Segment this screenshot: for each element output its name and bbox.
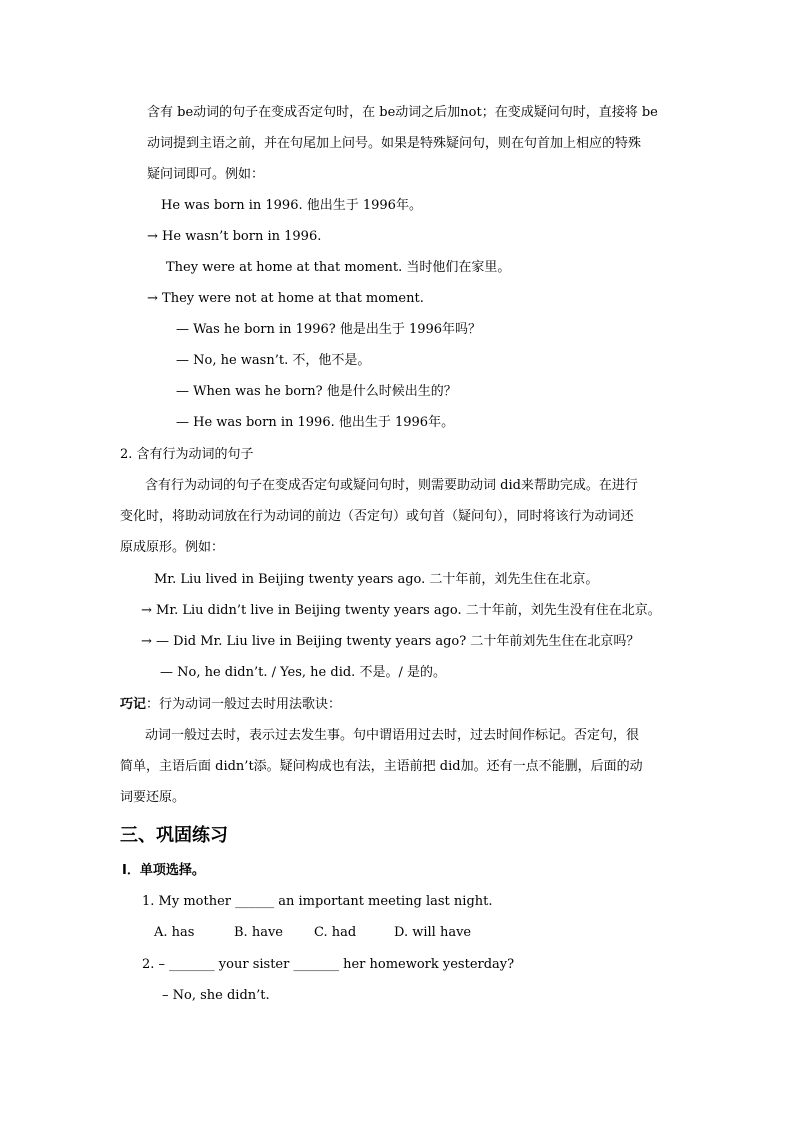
tip-line: [120, 695, 341, 715]
example-line: — He was born in 1996. 他出生于 1996年。: [176, 415, 455, 430]
tip-label: 巧记: [120, 697, 147, 712]
example-line: → He wasn’t born in 1996.: [147, 229, 322, 244]
example-line: — When was he born? 他是什么时候出生的？: [176, 384, 457, 399]
para-line: 简单，主语后面 didn’t添。疑问构成也有法，主语前把 did加。还有一点不能删，后面的动: [120, 759, 643, 774]
example-line: → They were not at home at that moment.: [147, 291, 424, 306]
example-line: — No, he wasn’t. 不，他不是。: [176, 353, 371, 368]
section-title: 2. 含有行为动词的句子: [120, 447, 254, 462]
practice-heading: 三、巩固练习: [120, 825, 228, 846]
practice-subheading: I．单项选择。: [122, 863, 205, 878]
example-line: Mr. Liu lived in Beijing twenty years ago. 二十年前，刘先生住在北京。: [154, 572, 599, 587]
option-a: A. has: [154, 925, 195, 940]
para-line: 动词提到主语之前，并在句尾加上问号。如果是特殊疑问句，则在句首加上相应的特殊: [147, 136, 642, 151]
para-line: 动词一般过去时，表示过去发生事。句中谓语用过去时，过去时间作标记。否定句，很: [145, 728, 640, 743]
option-b: B. have: [234, 925, 283, 940]
question-2: 2. – _______ your sister _______ her homework yesterday?: [142, 957, 515, 972]
example-line: He was born in 1996. 他出生于 1996年。: [161, 198, 422, 213]
example-line: They were at home at that moment. 当时他们在家里。: [166, 260, 511, 275]
para-line: 含有行为动词的句子在变成否定句或疑问句时，则需要助动词 did来帮助完成。在进行: [145, 478, 638, 493]
para-line: 原成原形。例如：: [120, 540, 225, 555]
question-1-options: [154, 923, 474, 943]
option-c: C. had: [314, 925, 357, 940]
para-line: 变化时，将助动词放在行为动词的前边（否定句）或句首（疑问句），同时将该行为动词还: [120, 509, 634, 524]
question-1: 1. My mother ______ an important meeting last night.: [142, 894, 493, 909]
option-d: D. will have: [394, 925, 472, 940]
example-line: → Mr. Liu didn’t live in Beijing twenty years ago. 二十年前，刘先生没有住在北京。: [141, 603, 661, 618]
tip-text: ：行为动词一般过去时用法歌诀：: [146, 697, 342, 712]
example-line: → — Did Mr. Liu live in Beijing twenty years ago? 二十年前刘先生住在北京吗？: [141, 634, 640, 649]
para-line: 词要还原。: [120, 790, 186, 805]
para-line: 含有 be动词的句子在变成否定句时，在 be动词之后加not；在变成疑问句时，直接将 be: [147, 105, 658, 120]
para-line: 疑问词即可。例如：: [147, 167, 265, 182]
example-line: — No, he didn’t. / Yes, he did. 不是。/ 是的。: [160, 665, 446, 680]
question-2-answer: – No, she didn’t.: [162, 988, 270, 1003]
example-line: — Was he born in 1996? 他是出生于 1996年吗？: [176, 322, 482, 337]
